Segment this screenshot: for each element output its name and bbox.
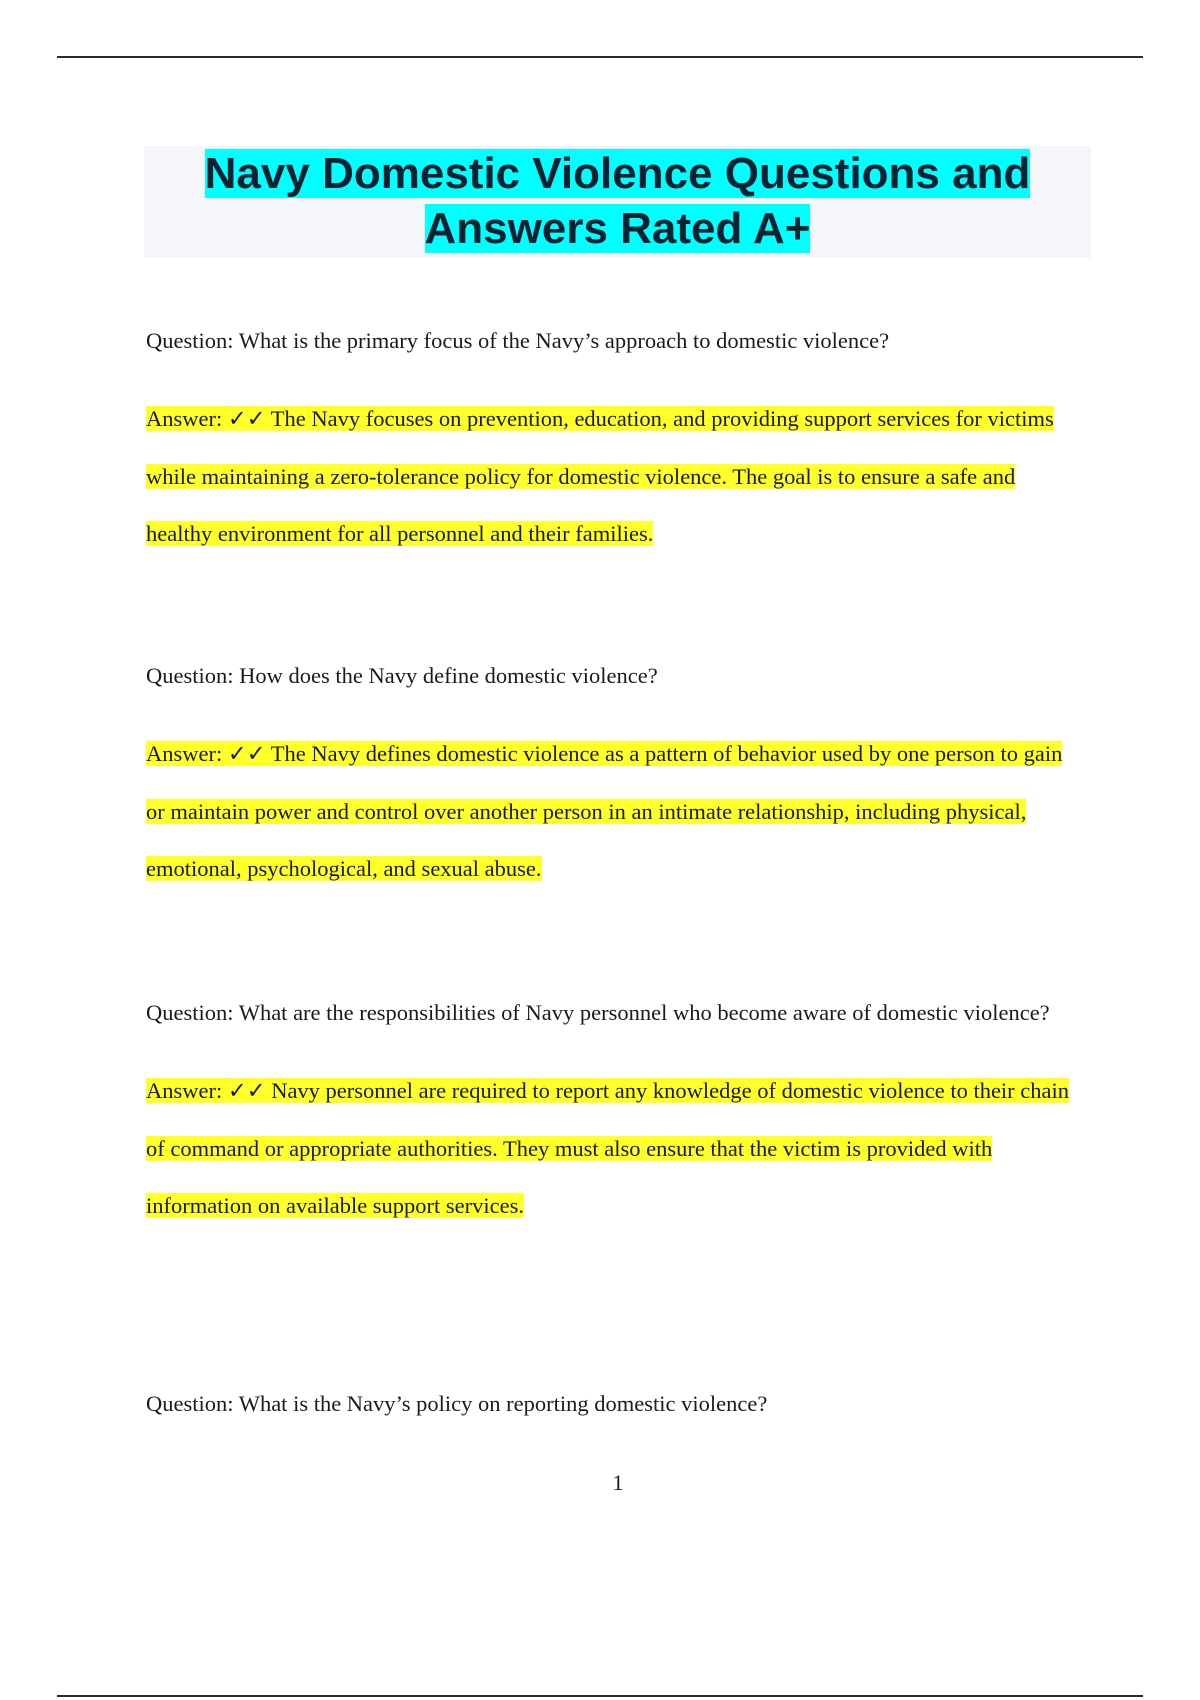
qa-item-4: [146, 1377, 1086, 1431]
answer-text: Answer: ✓✓ Navy personnel are required to report any knowledge of domestic violence to their chain of command or appropriate authorities. They must also ensure that the victim is provided with information on available support services.: [146, 1078, 1070, 1218]
document-title: Navy Domestic Violence Questions and Answers Rated A+: [204, 149, 1031, 253]
answer-text: Answer: ✓✓ The Navy focuses on prevention, education, and providing support services for victims while maintaining a zero-tolerance policy for domestic violence. The goal is to ensure a safe and healthy environment for all personnel and their families.: [146, 406, 1054, 546]
title-band: [144, 146, 1091, 258]
qa-item-3: [146, 986, 1086, 1235]
answer-text: Answer: ✓✓ The Navy defines domestic violence as a pattern of behavior used by one person to gain or maintain power and control over another person in an intimate relationship, including physical, emotional, psychological, and sexual abuse.: [146, 741, 1063, 881]
top-rule: [57, 56, 1143, 58]
question-text: Question: What are the responsibilities of Navy personnel who become aware of domestic violence?: [146, 1000, 1050, 1025]
qa-item-1: [146, 314, 1086, 563]
bottom-rule: [57, 1695, 1143, 1697]
question-text: Question: What is the Navy’s policy on reporting domestic violence?: [146, 1391, 768, 1416]
question-text: Question: How does the Navy define domestic violence?: [146, 663, 658, 688]
qa-item-2: [146, 649, 1086, 898]
page-number: 1: [612, 1470, 624, 1495]
question-text: Question: What is the primary focus of the Navy’s approach to domestic violence?: [146, 328, 890, 353]
